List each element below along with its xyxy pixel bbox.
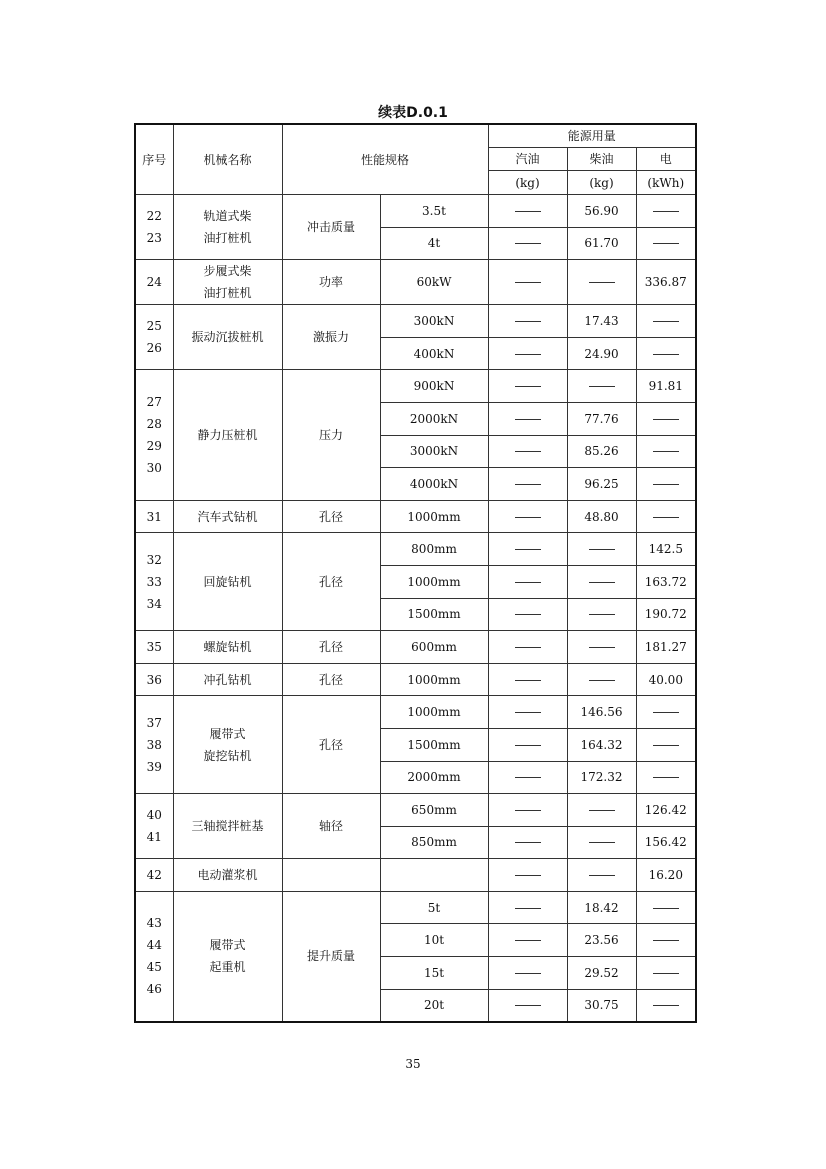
dash-mark xyxy=(515,810,541,811)
seq-cell xyxy=(135,305,173,370)
parameter-cell: 孔径 xyxy=(282,533,380,631)
diesel-value-cell: 17.43 xyxy=(567,305,636,338)
dash-mark xyxy=(589,386,615,387)
header-gasoline: 汽油 xyxy=(488,148,567,171)
electric-value-cell xyxy=(636,761,696,794)
gasoline-value-cell xyxy=(488,402,567,435)
dash-mark xyxy=(515,211,541,212)
seq-number: 36 xyxy=(146,672,162,687)
spec-value-cell: 850mm xyxy=(380,826,488,859)
electric-value-cell xyxy=(636,500,696,533)
table-row xyxy=(135,305,696,338)
seq-cell xyxy=(135,663,173,696)
seq-cell xyxy=(135,195,173,260)
diesel-value-cell: 172.32 xyxy=(567,761,636,794)
seq-cell xyxy=(135,794,173,859)
gasoline-value-cell xyxy=(488,337,567,370)
dash-mark xyxy=(653,1005,679,1006)
diesel-value-cell xyxy=(567,826,636,859)
gasoline-value-cell xyxy=(488,227,567,260)
gasoline-value-cell xyxy=(488,435,567,468)
dash-mark xyxy=(589,842,615,843)
electric-value-cell xyxy=(636,989,696,1022)
dash-mark xyxy=(515,712,541,713)
machine-name-line: 履带式 xyxy=(209,938,246,953)
diesel-value-cell xyxy=(567,370,636,403)
spec-value-cell: 900kN xyxy=(380,370,488,403)
seq-cell xyxy=(135,500,173,533)
seq-number: 38 xyxy=(146,737,162,752)
dash-mark xyxy=(515,614,541,615)
table-row xyxy=(135,260,696,305)
table-row xyxy=(135,500,696,533)
gasoline-value-cell xyxy=(488,761,567,794)
machine-name-line: 旋挖钻机 xyxy=(203,748,252,763)
seq-number: 45 xyxy=(146,960,162,975)
diesel-value-cell xyxy=(567,598,636,631)
gasoline-value-cell xyxy=(488,826,567,859)
gasoline-value-cell xyxy=(488,957,567,990)
electric-value-cell xyxy=(636,696,696,729)
gasoline-value-cell xyxy=(488,260,567,305)
header-row-1 xyxy=(135,124,696,148)
spec-value-cell: 400kN xyxy=(380,337,488,370)
gasoline-value-cell xyxy=(488,794,567,827)
seq-number: 28 xyxy=(146,417,162,432)
table-row xyxy=(135,794,696,827)
spec-value-cell: 1000mm xyxy=(380,663,488,696)
dash-mark xyxy=(653,940,679,941)
spec-value-cell: 10t xyxy=(380,924,488,957)
seq-number: 39 xyxy=(146,759,162,774)
spec-value-cell: 1000mm xyxy=(380,565,488,598)
machine-name-line: 螺旋钻机 xyxy=(203,639,252,654)
diesel-value-cell: 48.80 xyxy=(567,500,636,533)
electric-value-cell xyxy=(636,227,696,260)
electric-value-cell: 91.81 xyxy=(636,370,696,403)
dash-mark xyxy=(589,680,615,681)
machine-name-line: 回旋钻机 xyxy=(203,574,252,589)
diesel-value-cell: 85.26 xyxy=(567,435,636,468)
machine-name-line: 汽车式钻机 xyxy=(197,509,258,524)
spec-value-cell: 600mm xyxy=(380,631,488,664)
seq-number: 41 xyxy=(146,830,162,845)
dash-mark xyxy=(515,386,541,387)
electric-value-cell: 163.72 xyxy=(636,565,696,598)
machine-name-cell xyxy=(173,305,282,370)
dash-mark xyxy=(589,549,615,550)
gasoline-value-cell xyxy=(488,989,567,1022)
seq-number: 43 xyxy=(146,916,162,931)
electric-value-cell xyxy=(636,195,696,228)
parameter-cell: 冲击质量 xyxy=(282,195,380,260)
dash-mark xyxy=(515,908,541,909)
diesel-value-cell xyxy=(567,631,636,664)
electric-value-cell xyxy=(636,435,696,468)
gasoline-value-cell xyxy=(488,195,567,228)
gasoline-value-cell xyxy=(488,305,567,338)
gasoline-value-cell xyxy=(488,728,567,761)
table-row xyxy=(135,891,696,924)
diesel-value-cell xyxy=(567,533,636,566)
gasoline-value-cell xyxy=(488,468,567,501)
machine-name-cell xyxy=(173,533,282,631)
spec-value-cell: 800mm xyxy=(380,533,488,566)
spec-value-cell: 5t xyxy=(380,891,488,924)
gasoline-value-cell xyxy=(488,370,567,403)
parameter-cell xyxy=(282,859,380,892)
table-row xyxy=(135,663,696,696)
spec-value-cell: 2000mm xyxy=(380,761,488,794)
seq-number: 42 xyxy=(146,868,162,883)
seq-number: 31 xyxy=(146,509,162,524)
dash-mark xyxy=(653,517,679,518)
machine-name-cell xyxy=(173,891,282,1021)
machine-name-cell xyxy=(173,260,282,305)
diesel-value-cell xyxy=(567,859,636,892)
machine-name-cell xyxy=(173,696,282,794)
parameter-cell: 孔径 xyxy=(282,631,380,664)
seq-number: 27 xyxy=(146,395,162,410)
diesel-value-cell: 164.32 xyxy=(567,728,636,761)
seq-number: 37 xyxy=(146,715,162,730)
gasoline-value-cell xyxy=(488,663,567,696)
machine-name-cell xyxy=(173,370,282,500)
seq-cell xyxy=(135,696,173,794)
diesel-value-cell: 96.25 xyxy=(567,468,636,501)
electric-value-cell: 336.87 xyxy=(636,260,696,305)
dash-mark xyxy=(515,842,541,843)
dash-mark xyxy=(515,680,541,681)
seq-cell xyxy=(135,859,173,892)
machine-name-line: 电动灌浆机 xyxy=(197,868,258,883)
dash-mark xyxy=(653,973,679,974)
diesel-value-cell xyxy=(567,663,636,696)
seq-cell xyxy=(135,370,173,500)
machine-name-line: 起重机 xyxy=(209,960,246,975)
header-electric: 电 xyxy=(636,148,696,171)
electric-value-cell xyxy=(636,728,696,761)
spec-value-cell: 60kW xyxy=(380,260,488,305)
machine-name-line: 三轴搅拌桩基 xyxy=(191,819,264,834)
seq-number: 23 xyxy=(146,231,162,246)
diesel-value-cell: 23.56 xyxy=(567,924,636,957)
diesel-value-cell: 24.90 xyxy=(567,337,636,370)
dash-mark xyxy=(653,777,679,778)
dash-mark xyxy=(653,321,679,322)
table-row xyxy=(135,195,696,228)
spec-value-cell: 2000kN xyxy=(380,402,488,435)
table-row xyxy=(135,631,696,664)
electric-value-cell: 190.72 xyxy=(636,598,696,631)
diesel-value-cell xyxy=(567,260,636,305)
gasoline-value-cell xyxy=(488,500,567,533)
dash-mark xyxy=(653,211,679,212)
header-spec: 性能规格 xyxy=(282,124,488,195)
seq-number: 40 xyxy=(146,808,162,823)
seq-number: 30 xyxy=(146,461,162,476)
electric-value-cell xyxy=(636,957,696,990)
electric-value-cell xyxy=(636,891,696,924)
dash-mark xyxy=(653,354,679,355)
machine-name-line: 履带式 xyxy=(209,726,246,741)
dash-mark xyxy=(515,647,541,648)
electric-value-cell: 126.42 xyxy=(636,794,696,827)
dash-mark xyxy=(653,243,679,244)
parameter-cell: 轴径 xyxy=(282,794,380,859)
dash-mark xyxy=(515,451,541,452)
diesel-value-cell xyxy=(567,794,636,827)
energy-table-container xyxy=(134,123,695,1023)
dash-mark xyxy=(515,321,541,322)
seq-number: 35 xyxy=(146,639,162,654)
spec-value-cell: 20t xyxy=(380,989,488,1022)
electric-value-cell xyxy=(636,468,696,501)
machine-name-line: 冲孔钻机 xyxy=(203,672,252,687)
machine-name-line: 轨道式柴 xyxy=(203,209,252,224)
header-diesel-unit: (kg) xyxy=(567,171,636,195)
spec-value-cell: 300kN xyxy=(380,305,488,338)
dash-mark xyxy=(515,517,541,518)
machine-name-cell xyxy=(173,794,282,859)
machine-name-line: 步履式柴 xyxy=(203,264,252,279)
dash-mark xyxy=(589,875,615,876)
spec-value-cell: 3000kN xyxy=(380,435,488,468)
seq-cell xyxy=(135,631,173,664)
table-row xyxy=(135,859,696,892)
dash-mark xyxy=(515,582,541,583)
machine-name-cell xyxy=(173,663,282,696)
dash-mark xyxy=(653,745,679,746)
diesel-value-cell: 56.90 xyxy=(567,195,636,228)
dash-mark xyxy=(515,1005,541,1006)
machine-name-line: 油打桩机 xyxy=(203,286,252,301)
seq-number: 26 xyxy=(146,341,162,356)
header-gasoline-unit: (kg) xyxy=(488,171,567,195)
diesel-value-cell: 30.75 xyxy=(567,989,636,1022)
machine-name-line: 油打桩机 xyxy=(203,231,252,246)
machine-name-cell xyxy=(173,195,282,260)
dash-mark xyxy=(515,354,541,355)
seq-number: 22 xyxy=(146,209,162,224)
seq-cell xyxy=(135,891,173,1021)
seq-number: 34 xyxy=(146,596,162,611)
dash-mark xyxy=(515,419,541,420)
dash-mark xyxy=(589,282,615,283)
seq-number: 25 xyxy=(146,319,162,334)
parameter-cell: 压力 xyxy=(282,370,380,500)
spec-value-cell xyxy=(380,859,488,892)
diesel-value-cell: 146.56 xyxy=(567,696,636,729)
spec-value-cell: 1500mm xyxy=(380,728,488,761)
parameter-cell: 孔径 xyxy=(282,500,380,533)
dash-mark xyxy=(515,745,541,746)
dash-mark xyxy=(515,243,541,244)
parameter-cell: 孔径 xyxy=(282,663,380,696)
dash-mark xyxy=(653,419,679,420)
machine-name-line: 振动沉拔桩机 xyxy=(191,330,264,345)
dash-mark xyxy=(589,582,615,583)
dash-mark xyxy=(653,908,679,909)
electric-value-cell: 156.42 xyxy=(636,826,696,859)
diesel-value-cell: 61.70 xyxy=(567,227,636,260)
spec-value-cell: 1000mm xyxy=(380,500,488,533)
dash-mark xyxy=(515,484,541,485)
spec-value-cell: 650mm xyxy=(380,794,488,827)
electric-value-cell: 142.5 xyxy=(636,533,696,566)
seq-number: 29 xyxy=(146,439,162,454)
gasoline-value-cell xyxy=(488,859,567,892)
electric-value-cell: 181.27 xyxy=(636,631,696,664)
header-diesel: 柴油 xyxy=(567,148,636,171)
dash-mark xyxy=(653,451,679,452)
table-row xyxy=(135,533,696,566)
spec-value-cell: 3.5t xyxy=(380,195,488,228)
dash-mark xyxy=(515,973,541,974)
dash-mark xyxy=(515,940,541,941)
table-row xyxy=(135,696,696,729)
gasoline-value-cell xyxy=(488,924,567,957)
header-electric-unit: (kWh) xyxy=(636,171,696,195)
machine-name-cell xyxy=(173,631,282,664)
diesel-value-cell: 77.76 xyxy=(567,402,636,435)
dash-mark xyxy=(515,777,541,778)
seq-number: 33 xyxy=(146,574,162,589)
seq-number: 46 xyxy=(146,982,162,997)
spec-value-cell: 4000kN xyxy=(380,468,488,501)
machine-name-line: 静力压桩机 xyxy=(197,428,258,443)
dash-mark xyxy=(515,875,541,876)
dash-mark xyxy=(653,712,679,713)
seq-cell xyxy=(135,260,173,305)
spec-value-cell: 1000mm xyxy=(380,696,488,729)
seq-number: 44 xyxy=(146,938,162,953)
dash-mark xyxy=(515,282,541,283)
gasoline-value-cell xyxy=(488,891,567,924)
parameter-cell: 提升质量 xyxy=(282,891,380,1021)
machine-name-cell xyxy=(173,500,282,533)
parameter-cell: 激振力 xyxy=(282,305,380,370)
seq-number: 24 xyxy=(146,275,162,290)
spec-value-cell: 15t xyxy=(380,957,488,990)
dash-mark xyxy=(589,647,615,648)
parameter-cell: 功率 xyxy=(282,260,380,305)
dash-mark xyxy=(589,810,615,811)
page-number: 35 xyxy=(405,1057,421,1071)
gasoline-value-cell xyxy=(488,565,567,598)
dash-mark xyxy=(653,484,679,485)
diesel-value-cell: 18.42 xyxy=(567,891,636,924)
machine-name-cell xyxy=(173,859,282,892)
header-machine-name: 机械名称 xyxy=(173,124,282,195)
diesel-value-cell: 29.52 xyxy=(567,957,636,990)
spec-value-cell: 1500mm xyxy=(380,598,488,631)
dash-mark xyxy=(515,549,541,550)
electric-value-cell xyxy=(636,305,696,338)
electric-value-cell xyxy=(636,337,696,370)
electric-value-cell xyxy=(636,924,696,957)
table-row xyxy=(135,370,696,403)
energy-usage-table xyxy=(134,123,697,1023)
electric-value-cell: 16.20 xyxy=(636,859,696,892)
dash-mark xyxy=(589,614,615,615)
electric-value-cell xyxy=(636,402,696,435)
header-seq: 序号 xyxy=(135,124,173,195)
gasoline-value-cell xyxy=(488,631,567,664)
gasoline-value-cell xyxy=(488,533,567,566)
diesel-value-cell xyxy=(567,565,636,598)
gasoline-value-cell xyxy=(488,598,567,631)
electric-value-cell: 40.00 xyxy=(636,663,696,696)
seq-number: 32 xyxy=(146,552,162,567)
gasoline-value-cell xyxy=(488,696,567,729)
parameter-cell: 孔径 xyxy=(282,696,380,794)
header-energy: 能源用量 xyxy=(488,124,696,148)
table-title: 续表D.0.1 xyxy=(378,105,448,121)
spec-value-cell: 4t xyxy=(380,227,488,260)
seq-cell xyxy=(135,533,173,631)
